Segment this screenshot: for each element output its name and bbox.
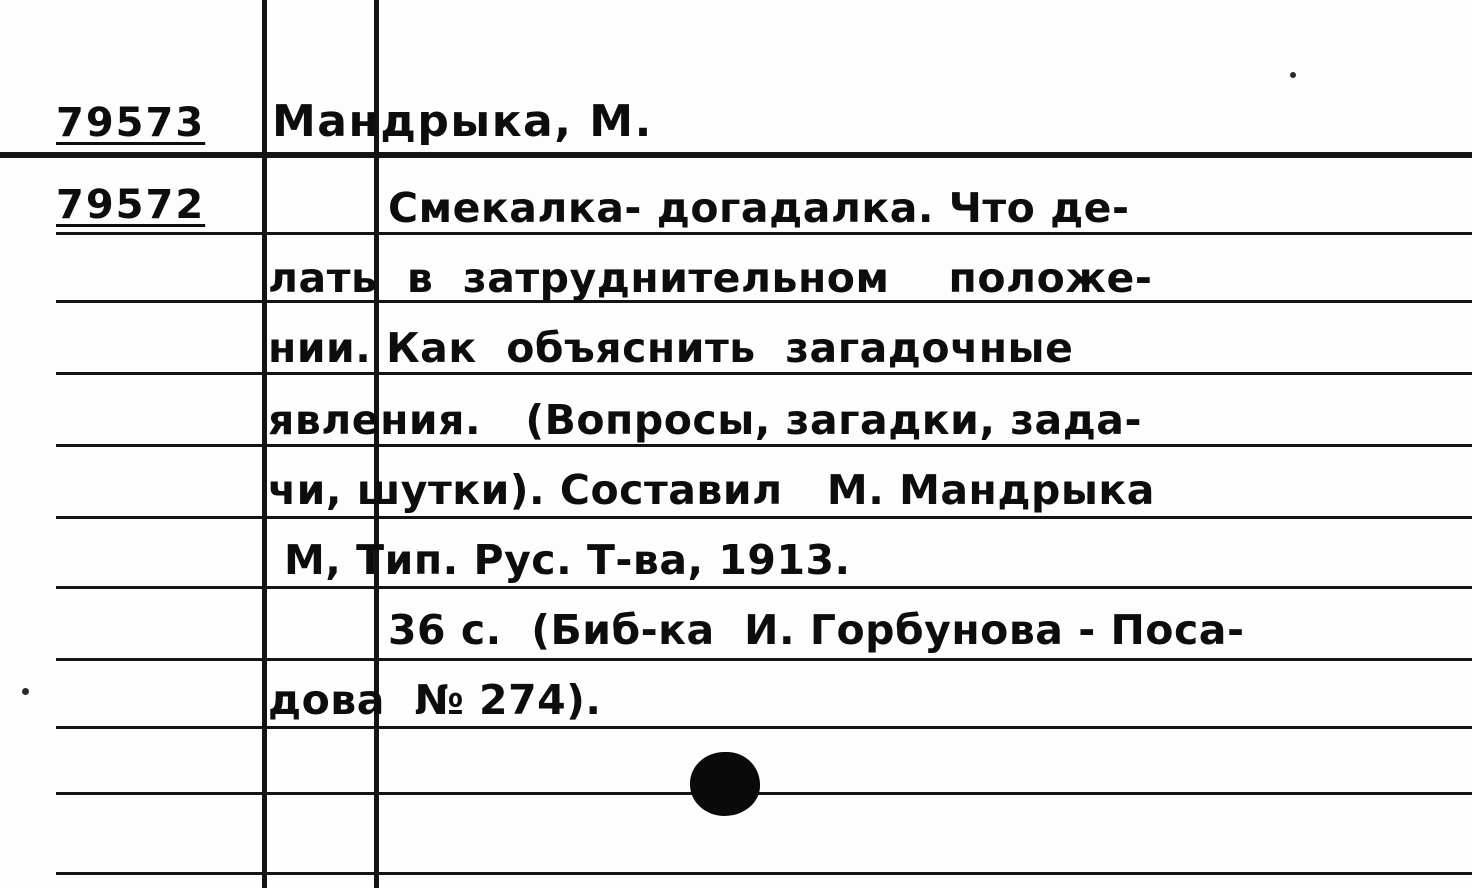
rule-line-top xyxy=(0,152,1472,158)
ink-speck xyxy=(1290,72,1296,78)
rule-line xyxy=(56,372,1472,375)
rule-line xyxy=(56,586,1472,589)
card-body-line: лать в затруднительном положе- xyxy=(268,254,1153,302)
card-body-line: 36 с. (Биб-ка И. Горбунова - Поса- xyxy=(388,606,1245,654)
rule-line xyxy=(56,658,1472,661)
ink-speck xyxy=(22,688,29,695)
card-body-line: М, Тип. Рус. Т-ва, 1913. xyxy=(284,536,851,584)
rule-line xyxy=(56,792,1472,795)
ink-blot xyxy=(690,752,760,816)
rule-line xyxy=(56,726,1472,729)
rule-line xyxy=(56,232,1472,235)
call-number-1: 79573 xyxy=(56,100,206,146)
card-heading-author: Мандрыка, М. xyxy=(272,96,653,147)
call-number-2: 79572 xyxy=(56,182,206,228)
rule-line xyxy=(56,872,1472,875)
rule-line xyxy=(56,516,1472,519)
card-body-line: чи, шутки). Составил М. Мандрыка xyxy=(268,466,1155,514)
card-body-line: нии. Как объяснить загадочные xyxy=(268,324,1074,372)
vertical-rule-left xyxy=(262,0,267,888)
card-body-line: явления. (Вопросы, загадки, зада- xyxy=(268,396,1142,444)
card-body-line: дова № 274). xyxy=(268,676,602,724)
card-body-line: Смекалка- догадалка. Что де- xyxy=(388,184,1130,232)
rule-line xyxy=(56,444,1472,447)
